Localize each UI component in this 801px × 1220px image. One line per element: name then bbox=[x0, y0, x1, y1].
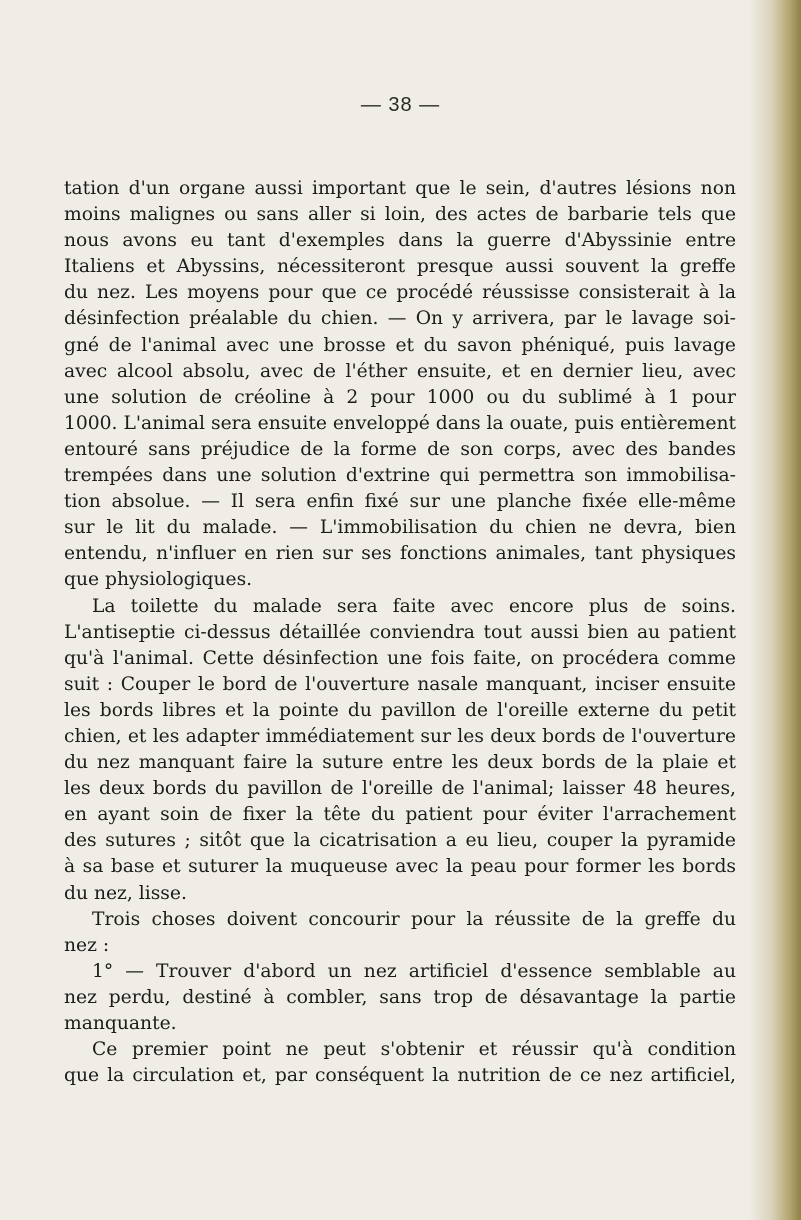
text-line: L'antiseptie ci-dessus détaillée conviendra tout aussi bien au patient bbox=[64, 621, 736, 643]
text-line: La toilette du malade sera faite avec encore plus de soins. bbox=[92, 595, 736, 617]
text-line: nez : bbox=[64, 934, 110, 956]
text-line: que physiologiques. bbox=[64, 569, 253, 591]
text-line: désinfection préalable du chien. — On y arrivera, par le lavage soi- bbox=[64, 308, 736, 330]
text-line: tation d'un organe aussi important que le sein, d'autres lésions non bbox=[64, 178, 736, 199]
text-line: en ayant soin de fixer la tête du patient pour éviter l'arrachement bbox=[64, 804, 736, 826]
text-line: du nez manquant faire la suture entre les deux bords de la plaie et bbox=[64, 752, 736, 774]
page-number: — 38 — bbox=[360, 94, 441, 116]
text-line: à sa base et suturer la muqueuse avec la peau pour former les bords bbox=[64, 856, 736, 878]
text-line: les bords libres et la pointe du pavillon de l'oreille externe du petit bbox=[64, 699, 736, 721]
text-line: Trois choses doivent concourir pour la réussite de la greffe du bbox=[92, 908, 736, 930]
text-line: nous avons eu tant d'exemples dans la guerre d'Abyssinie entre bbox=[64, 230, 736, 252]
text-line: chien, et les adapter immédiatement sur les deux bords de l'ouverture bbox=[64, 725, 736, 747]
text-line: les deux bords du pavillon de l'oreille de l'animal; laisser 48 heures, bbox=[64, 778, 736, 800]
text-line: manquante. bbox=[64, 1013, 177, 1034]
text-line: entendu, n'influer en rien sur ses fonctions animales, tant physiques bbox=[64, 543, 736, 565]
text-line: nez perdu, destiné à combler, sans trop de désavantage la partie bbox=[64, 986, 736, 1008]
text-line: Ce premier point ne peut s'obtenir et réussir qu'à condition bbox=[92, 1039, 736, 1061]
text-line: moins malignes ou sans aller si loin, des actes de barbarie tels que bbox=[64, 204, 736, 226]
text-line: du nez, lisse. bbox=[64, 882, 187, 904]
text-line: entouré sans préjudice de la forme de son corps, avec des bandes bbox=[64, 438, 736, 460]
text-line: une solution de créoline à 2 pour 1000 ou du sublimé à 1 pour bbox=[64, 386, 736, 408]
text-line: 1° — Trouver d'abord un nez artificiel d'essence semblable au bbox=[92, 960, 736, 982]
body-text bbox=[64, 176, 736, 1089]
text-line: 1000. L'animal sera ensuite enveloppé dans la ouate, puis entièrement bbox=[64, 412, 736, 434]
text-line: que la circulation et, par conséquent la nutrition de ce nez artificiel, bbox=[64, 1065, 736, 1087]
page-edge-shadow bbox=[749, 0, 801, 1220]
text-line: trempées dans une solution d'extrine qui permettra son immobilisa- bbox=[64, 465, 736, 487]
text-line: avec alcool absolu, avec de l'éther ensuite, et en dernier lieu, avec bbox=[64, 360, 736, 382]
text-line: sur le lit du malade. — L'immobilisation du chien ne devra, bien bbox=[64, 517, 736, 539]
text-line: des sutures ; sitôt que la cicatrisation a eu lieu, couper la pyramide bbox=[64, 830, 736, 852]
text-line: suit : Couper le bord de l'ouverture nasale manquant, inciser ensuite bbox=[64, 673, 736, 695]
text-line: qu'à l'animal. Cette désinfection une fois faite, on procédera comme bbox=[64, 647, 736, 669]
text-line: du nez. Les moyens pour que ce procédé réussisse consisterait à la bbox=[64, 282, 736, 304]
text-line: Italiens et Abyssins, nécessiteront presque aussi souvent la greffe bbox=[64, 256, 736, 278]
text-line: gné de l'animal avec une brosse et du savon phéniqué, puis lavage bbox=[64, 334, 736, 356]
text-line: tion absolue. — Il sera enfin fixé sur une planche fixée elle-même bbox=[64, 491, 736, 513]
